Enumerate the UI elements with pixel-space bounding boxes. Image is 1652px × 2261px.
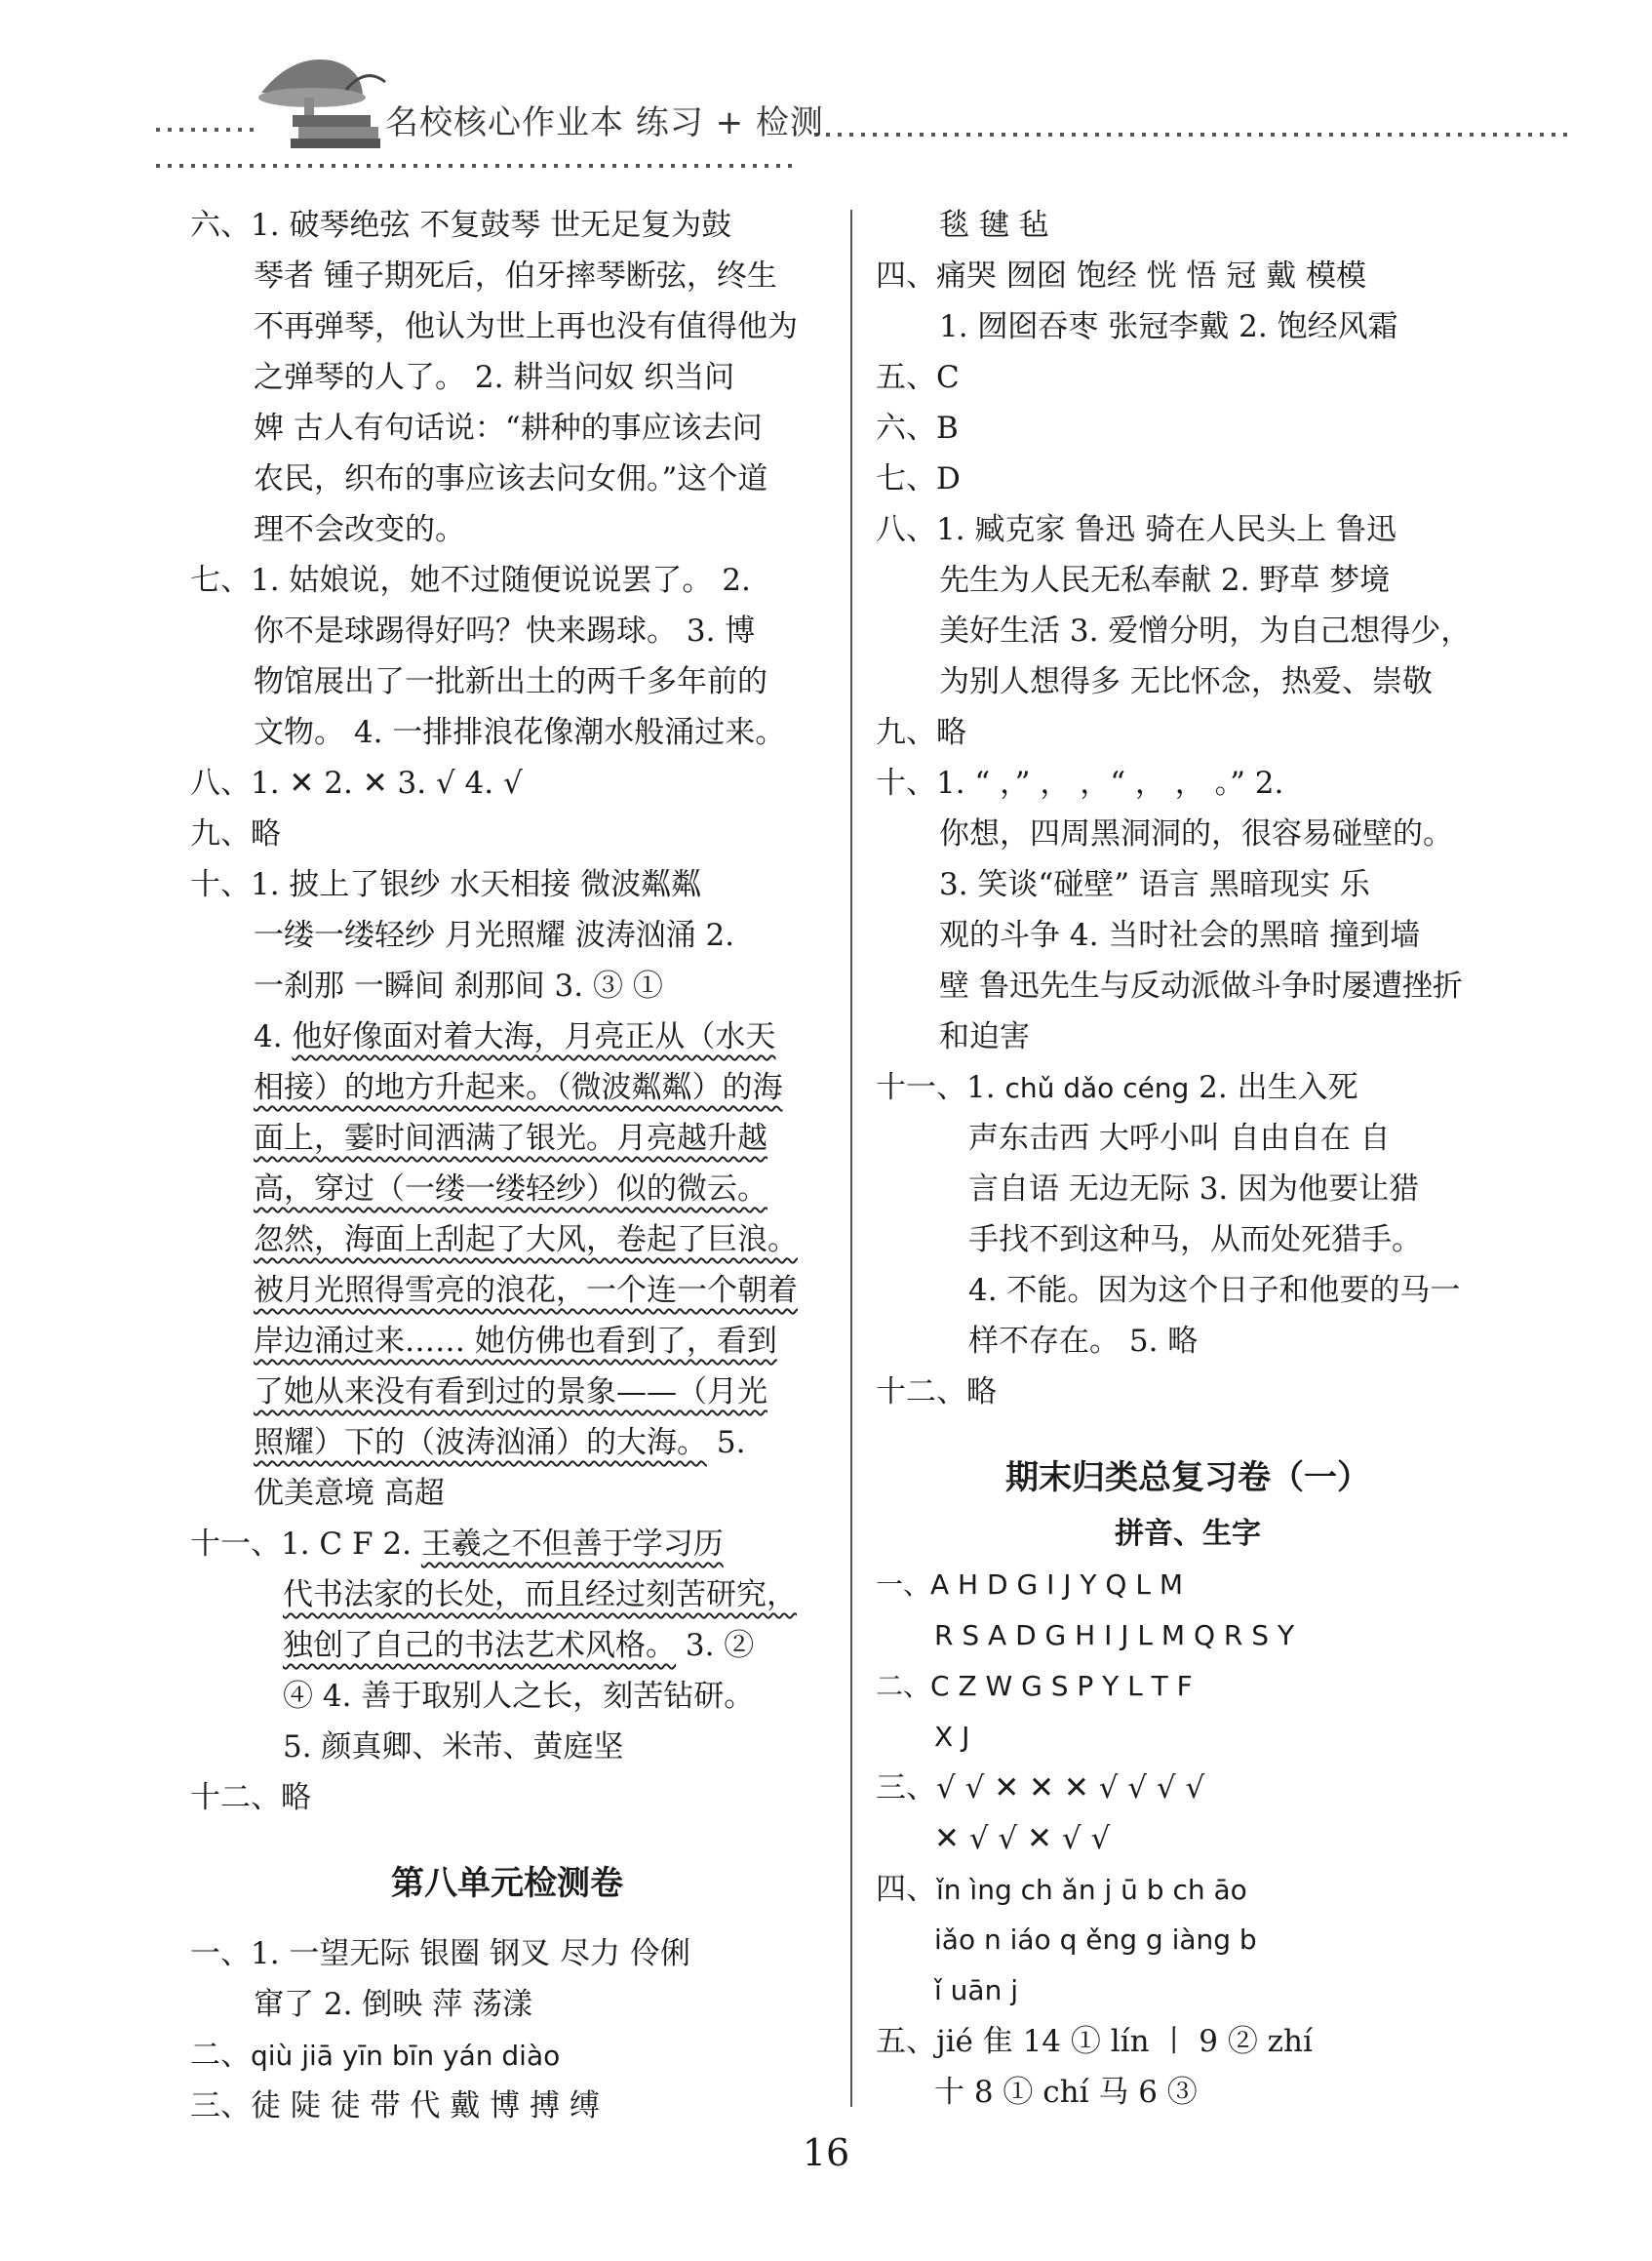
section-subtitle: 拼音、生字	[1115, 1517, 1261, 1551]
answer-line: 七、D	[876, 461, 961, 496]
answer-line: 十、1. “ ，” ， ，“ ， ， 。” 2.	[876, 766, 1284, 801]
answer-line: 七、1. 姑娘说，她不过随便说说罢了。 2.	[190, 563, 751, 598]
underlined-text: 高，穿过（一缕一缕轻纱）似的微云。	[254, 1171, 767, 1207]
answer-line: 文物。 4. 一排排浪花像潮水般涌过来。	[254, 715, 786, 750]
answer-line: 一、A H D G I J Y Q L M	[876, 1568, 1183, 1601]
answer-line: 琴者 锺子期死后，伯牙摔琴断弦，终生	[254, 258, 777, 294]
answer-line: 十二、略	[190, 1780, 311, 1815]
underlined-text: 他好像面对着大海，月亮正从（水天	[292, 1019, 776, 1054]
answer-line: 十二、略	[876, 1374, 997, 1409]
underlined-text: 代书法家的长处，而且经过刻苦研究，	[283, 1577, 797, 1612]
right-column	[876, 200, 1500, 2118]
underlined-text: 独创了自己的书法艺术风格。	[283, 1628, 676, 1663]
answer-line: 物馆展出了一批新出土的两千多年前的	[254, 664, 767, 699]
underlined-text: 了她从来没有看到过的景象——（月光	[254, 1374, 767, 1409]
answer-line: 九、略	[876, 715, 966, 750]
underlined-text: 岸边涌过来…… 她仿佛也看到了，看到	[254, 1324, 777, 1359]
answer-line: 言自语 无边无际 3. 因为他要让猎	[968, 1171, 1420, 1207]
lamp-and-books-icon	[258, 60, 385, 148]
column-divider	[850, 210, 852, 2107]
answer-line	[190, 1062, 824, 1113]
answer-line: 毯 毽 毡	[939, 208, 1049, 243]
answer-line: 三、√ √ ✕ ✕ ✕ √ √ √ √	[876, 1770, 1205, 1805]
answer-line: 观的斗争 4. 当时社会的黑暗 撞到墙	[939, 918, 1421, 953]
answer-line	[190, 1316, 824, 1367]
answer-line: iǎo n iáo q ěng g iàng b	[934, 1924, 1257, 1956]
answer-line: 之弹琴的人了。 2. 耕当问奴 织当问	[254, 360, 735, 395]
answer-line	[190, 1214, 824, 1265]
answer-line: 四、痛哭 囫囵 饱经 恍 悟 冠 戴 模模	[876, 258, 1366, 294]
header-decoration	[0, 0, 1652, 185]
answer-line: 样不存在。 5. 略	[968, 1324, 1199, 1359]
answer-line: 五、jié 隹 14 ① lín 丨 9 ② zhí	[876, 2024, 1313, 2059]
underlined-text: 相接）的地方升起来。（微波粼粼）的海	[254, 1070, 783, 1105]
underlined-text: 忽然，海面上刮起了大风，卷起了巨浪。	[254, 1222, 798, 1257]
answer-line: 八、1. 臧克家 鲁迅 骑在人民头上 鲁迅	[876, 512, 1396, 547]
underlined-text: 王羲之不但善于学习历	[420, 1527, 724, 1562]
answer-line: 独创了自己的书法艺术风格。 3. ②	[283, 1628, 755, 1663]
page-number: 16	[802, 2131, 850, 2174]
underlined-text: 被月光照得雪亮的浪花，一个连一个朝着	[254, 1273, 798, 1308]
answer-line: X J	[934, 1721, 970, 1753]
answer-line: 二、C Z W G S P Y L T F	[876, 1670, 1193, 1702]
answer-line: 4. 不能。因为这个日子和他要的马一	[968, 1273, 1461, 1308]
answer-line	[190, 1265, 824, 1316]
answer-line	[190, 1113, 824, 1164]
answer-line	[190, 1569, 824, 1620]
answer-line: 声东击西 大呼小叫 自由自在 自	[968, 1121, 1391, 1156]
answer-line: 一、1. 一望无际 银圈 钢叉 尽力 伶俐	[190, 1936, 690, 1971]
answer-line: 十 8 ① chí 马 6 ③	[934, 2075, 1198, 2110]
answer-line: 窜了 2. 倒映 萍 荡漾	[254, 1987, 532, 2022]
answer-line: 优美意境 高超	[254, 1476, 445, 1511]
answer-line: 四、ǐn ìng ch ǎn j ū b ch āo	[876, 1872, 1247, 1907]
section-title: 期末归类总复习卷（一）	[1005, 1458, 1370, 1497]
answer-line: 不再弹琴，他认为世上再也没有值得他为	[254, 309, 798, 344]
answer-line: 十一、1. C F 2. 王羲之不但善于学习历	[190, 1527, 724, 1562]
answer-line: 五、C	[876, 360, 960, 395]
answer-line: 理不会改变的。	[254, 512, 465, 547]
answer-line: 一缕一缕轻纱 月光照耀 波涛汹涌 2.	[254, 918, 735, 953]
answer-line: ✕ √ √ ✕ √ √	[934, 1821, 1111, 1856]
answer-line: 八、1. ✕ 2. ✕ 3. √ 4. √	[190, 766, 523, 801]
answer-line: 农民，织布的事应该去问女佣。”这个道	[254, 461, 768, 496]
answer-line: 你不是球踢得好吗？快来踢球。 3. 博	[254, 614, 756, 649]
answer-line: 手找不到这种马，从而处死猎手。	[968, 1222, 1422, 1257]
answer-line	[190, 1164, 824, 1214]
answer-line: 美好生活 3. 爱憎分明，为自己想得少，	[939, 614, 1472, 649]
answer-line: 九、略	[190, 816, 281, 852]
answer-line: 六、B	[876, 411, 959, 446]
section-title: 第八单元检测卷	[391, 1864, 623, 1903]
underlined-text: 照耀）下的（波涛汹涌）的大海。	[254, 1425, 707, 1460]
answer-line: R S A D G H I J L M Q R S Y	[934, 1619, 1295, 1651]
answer-line: ǐ uān j	[934, 1974, 1019, 2006]
left-column	[190, 200, 824, 2131]
answer-line: 先生为人民无私奉献 2. 野草 梦境	[939, 563, 1391, 598]
answer-line: 你想，四周黑洞洞的，很容易碰壁的。	[939, 816, 1453, 852]
answer-line: 六、1. 破琴绝弦 不复鼓琴 世无足复为鼓	[190, 208, 732, 243]
answer-line: 1. 囫囵吞枣 张冠李戴 2. 饱经风霜	[939, 309, 1398, 344]
answer-line: 三、徒 陡 徒 带 代 戴 博 搏 缚	[190, 2088, 600, 2123]
page-header	[0, 0, 1652, 185]
answer-line: 和迫害	[939, 1019, 1030, 1054]
brand-title: 名校核心作业本 练习 + 检测	[385, 103, 824, 142]
underlined-text: 面上，霎时间洒满了银光。月亮越升越	[254, 1121, 767, 1156]
answer-line: 婢 古人有句话说：“耕种的事应该去问	[254, 411, 763, 446]
answer-line: 一刹那 一瞬间 刹那间 3. ③ ①	[254, 969, 663, 1004]
answer-line: 4. 他好像面对着大海，月亮正从（水天	[254, 1019, 776, 1054]
answer-line: 二、qiù jiā yīn bīn yán diào	[190, 2038, 561, 2073]
answer-line: 十一、1. chǔ dǎo céng 2. 出生入死	[876, 1070, 1358, 1105]
answer-line: 十、1. 披上了银纱 水天相接 微波粼粼	[190, 867, 702, 902]
answer-line: 为别人想得多 无比怀念，热爱、崇敬	[939, 664, 1433, 699]
answer-line: 3. 笑谈“碰壁” 语言 黑暗现实 乐	[939, 867, 1370, 902]
answer-line: 照耀）下的（波涛汹涌）的大海。 5.	[254, 1425, 746, 1460]
answer-line: 壁 鲁迅先生与反动派做斗争时屡遭挫折	[939, 969, 1463, 1004]
answer-line: ④ 4. 善于取别人之长，刻苦钻研。	[283, 1679, 755, 1714]
answer-line: 5. 颜真卿、米芾、黄庭坚	[283, 1729, 624, 1765]
answer-line	[190, 1367, 824, 1417]
